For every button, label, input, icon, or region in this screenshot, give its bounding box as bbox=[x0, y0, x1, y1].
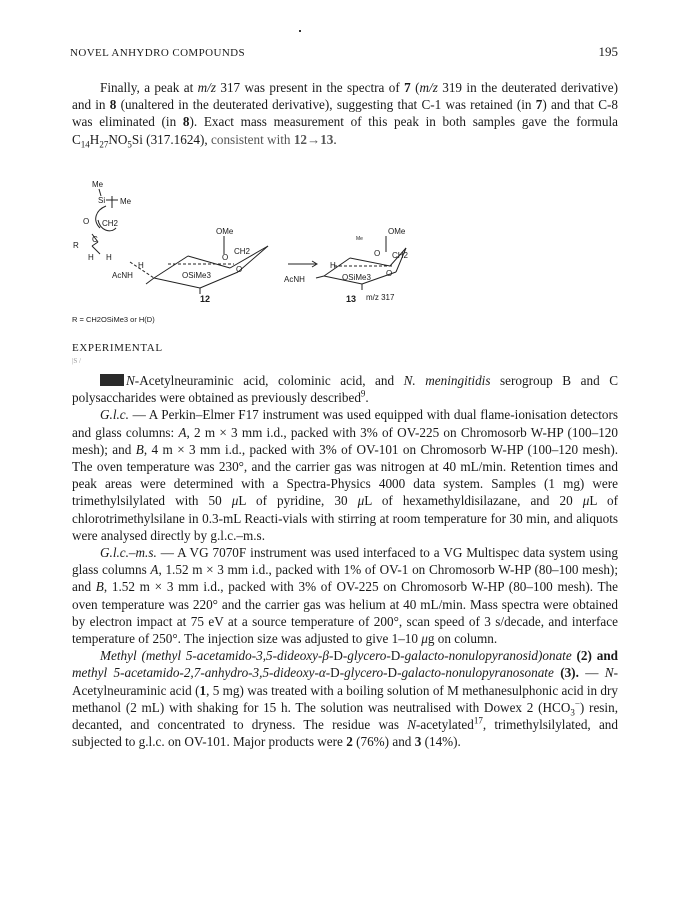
label-me-small: Me bbox=[356, 236, 363, 242]
text: , 4 m × 3 mm i.d., packed with 3% of OV-101 on Chromosorb W-HP (100–120 mesh). The oven temperature was 230°, and the carrier gas was nitrogen at 40 mL/min. Retention times and peak areas were determined with a Spectra-Physics 4000 data system. Samples (1 mg) were trimethylsilylated with 50 bbox=[72, 441, 619, 509]
reaction-scheme bbox=[70, 176, 410, 328]
text: 317 was present in the spectra of bbox=[215, 80, 405, 95]
text: μ bbox=[357, 493, 365, 509]
subscript: 3 bbox=[570, 707, 575, 718]
glcms-paragraph bbox=[72, 544, 618, 647]
text: N bbox=[126, 373, 135, 388]
text: A bbox=[150, 562, 159, 578]
running-head bbox=[70, 44, 618, 60]
text: , 5 mg) was treated with a boiling solution of bbox=[206, 682, 448, 698]
run-in-head: G.l.c.–m.s. bbox=[100, 545, 157, 561]
text: m/z bbox=[419, 80, 438, 95]
ink-smudge bbox=[100, 374, 124, 386]
text: -acetylated bbox=[416, 717, 474, 733]
compound-ref: 8 bbox=[109, 97, 117, 113]
text: methanesulphonic acid in dry methanol (2 mL) with shaking for 15 h. The solution was neutralised with Dowex 2 (HCO bbox=[72, 682, 618, 715]
text: B bbox=[135, 441, 144, 457]
text: L of chlorotrimethylsilane in 0.3-mL Reacti-vials with stirring at room temperature for 30 min, and aliquots were analysed directly by g.l.c.–m.s. bbox=[72, 493, 618, 543]
label-osime3-13: OSiMe3 bbox=[342, 273, 371, 282]
compound-ref: 12→13 bbox=[293, 131, 334, 147]
text: , 1.52 m × 3 mm i.d., packed with 3% of OV-225 on Chromosorb W-HP (80–100 mesh). The oven temperature was 220° and the carrier gas was helium at 40 mL/min. Mass spectra were obtained by electron impact at 75 eV at a source temperature of 200°, scan speed of 3 s/decade, and interface temperature of 250°. The injection size was adjusted to give 1–10 bbox=[72, 579, 619, 647]
text: L of hexamethyldisilazane, and 20 bbox=[364, 493, 583, 509]
label-o-ring-12: O bbox=[236, 265, 243, 274]
label-h1: H bbox=[88, 253, 94, 262]
text: -galacto-nonulopyranosonate bbox=[397, 665, 554, 681]
synthesis-paragraph bbox=[72, 647, 618, 750]
text: D bbox=[330, 665, 340, 681]
text: 319 in the deuterated derivative) and in bbox=[72, 80, 618, 113]
text: ( bbox=[410, 80, 420, 95]
text: ). Exact mass measurement of this peak in both samples gave the formula C bbox=[72, 114, 618, 147]
text: — A VG 7070F instrument was used interfaced to a VG Multispec data system using glass columns bbox=[72, 545, 618, 578]
label-h2: H bbox=[106, 253, 112, 262]
text: — A Perkin–Elmer F17 instrument was used equipped with dual flame-ionisation detectors and glass columns: bbox=[72, 407, 618, 440]
text: H bbox=[89, 131, 100, 147]
label-h4: H bbox=[330, 261, 336, 270]
text: N. meningitidis bbox=[403, 373, 491, 388]
superscript: − bbox=[574, 698, 580, 709]
text: B bbox=[95, 579, 104, 595]
label-c: C bbox=[92, 235, 98, 244]
text: g on column. bbox=[427, 631, 498, 647]
text: D bbox=[387, 665, 398, 681]
compound-ref: (3). bbox=[553, 665, 579, 681]
scan-noise: |S / bbox=[72, 357, 81, 365]
text: , trimethylsilylated, and subjected to g.l.c. on OV-101. Major products were bbox=[72, 717, 618, 750]
label-r: R bbox=[73, 241, 79, 250]
run-in-head: G.l.c. bbox=[100, 407, 129, 423]
text: M bbox=[447, 682, 459, 698]
text: ) and that C-8 was eliminated (in bbox=[72, 97, 618, 130]
label-ch2: CH2 bbox=[102, 219, 119, 228]
text: (unaltered in the deuterated derivative), suggesting that C-1 was retained (in bbox=[116, 97, 536, 113]
compound-12-label: 12 bbox=[200, 294, 211, 304]
text: N bbox=[407, 717, 416, 733]
experimental-text bbox=[72, 372, 618, 750]
speck bbox=[299, 30, 301, 32]
label-me-top: Me bbox=[92, 180, 104, 189]
reference: 17 bbox=[473, 715, 483, 726]
text: NO bbox=[108, 131, 128, 147]
label-me-right: Me bbox=[120, 197, 132, 206]
text: -glycero- bbox=[339, 665, 388, 681]
text: -galacto-nonulopyranosid)onate bbox=[400, 648, 572, 664]
text: . bbox=[365, 390, 369, 406]
label-ome-12: OMe bbox=[216, 227, 234, 236]
compound-ref: 7 bbox=[404, 80, 411, 95]
scheme-drawing bbox=[70, 176, 410, 328]
label-osime3-12: OSiMe3 bbox=[182, 271, 211, 280]
text: μ bbox=[231, 493, 239, 509]
compound-ref: 3 bbox=[414, 734, 422, 750]
label-o-13: O bbox=[374, 249, 381, 258]
text: D bbox=[390, 648, 401, 664]
text: ) resin, decanted, and concentrated to dryness. The residue was bbox=[72, 699, 618, 733]
text: -Acetylneuraminic acid, colominic acid, and bbox=[134, 373, 404, 388]
text: Methyl (methyl 5-acetamido-3,5-dideoxy-β- bbox=[100, 648, 334, 664]
text: -Acetylneuraminic acid ( bbox=[72, 665, 618, 698]
subscript: 14 bbox=[80, 139, 90, 150]
label-acnh-13: AcNH bbox=[284, 275, 305, 284]
text: N bbox=[604, 665, 614, 681]
compound-13-label: 13 bbox=[346, 294, 357, 304]
text: (76%) and bbox=[352, 734, 415, 750]
text: . bbox=[333, 131, 337, 147]
mz-label: m/z 317 bbox=[366, 293, 395, 302]
intro-paragraph bbox=[72, 79, 618, 148]
text: consistent with bbox=[211, 131, 294, 147]
text: L of pyridine, 30 bbox=[238, 493, 358, 509]
text: (14%). bbox=[421, 734, 461, 750]
text: , 1.52 m × 3 mm i.d., packed with 1% of OV-1 on Chromosorb W-HP (80–100 mesh); and bbox=[72, 562, 618, 595]
text: methyl 5-acetamido-2,7-anhydro-3,5-dideoxy-α- bbox=[72, 665, 331, 681]
label-ch2-13: CH2 bbox=[392, 251, 409, 260]
label-o: O bbox=[83, 217, 90, 226]
reference: 9 bbox=[360, 388, 366, 399]
text: μ bbox=[582, 493, 590, 509]
subscript: 27 bbox=[99, 139, 109, 150]
compound-ref: (2) and bbox=[571, 648, 619, 664]
text: serogroup B and C polysaccharides were obtained as previously described bbox=[72, 373, 618, 406]
text: A bbox=[178, 424, 187, 440]
text: — bbox=[578, 665, 605, 681]
section-heading: EXPERIMENTAL bbox=[72, 342, 163, 354]
label-ome-13: OMe bbox=[388, 227, 406, 236]
label-o-ring-13: O bbox=[386, 269, 393, 278]
label-o-plus: O bbox=[222, 253, 229, 262]
compound-ref: 7 bbox=[535, 97, 543, 113]
running-title: NOVEL ANHYDRO COMPOUNDS bbox=[70, 47, 246, 59]
label-acnh-12: AcNH bbox=[112, 271, 133, 280]
text: D bbox=[333, 648, 343, 664]
text: -glycero- bbox=[342, 648, 391, 664]
text: Si (317.1624), bbox=[131, 131, 212, 147]
label-h3: H bbox=[138, 261, 144, 270]
compound-ref: 8 bbox=[182, 114, 190, 130]
label-ch2-ring-12: CH2 bbox=[234, 247, 251, 256]
compound-ref: 1 bbox=[199, 682, 207, 698]
text: m/z bbox=[197, 80, 216, 95]
text: Finally, a peak at bbox=[100, 80, 198, 95]
label-si: Si bbox=[98, 196, 106, 205]
compound-ref: 2 bbox=[346, 734, 353, 750]
text: , 2 m × 3 mm i.d., packed with 3% of OV-225 on Chromosorb W-HP (100–120 mesh); and bbox=[72, 424, 618, 457]
text: μ bbox=[421, 631, 428, 647]
subscript: 5 bbox=[127, 139, 132, 150]
glc-paragraph bbox=[72, 406, 618, 544]
materials-paragraph bbox=[72, 372, 618, 406]
page-number: 195 bbox=[598, 44, 618, 59]
scheme-footnote: R = CH2OSiMe3 or H(D) bbox=[72, 315, 155, 324]
